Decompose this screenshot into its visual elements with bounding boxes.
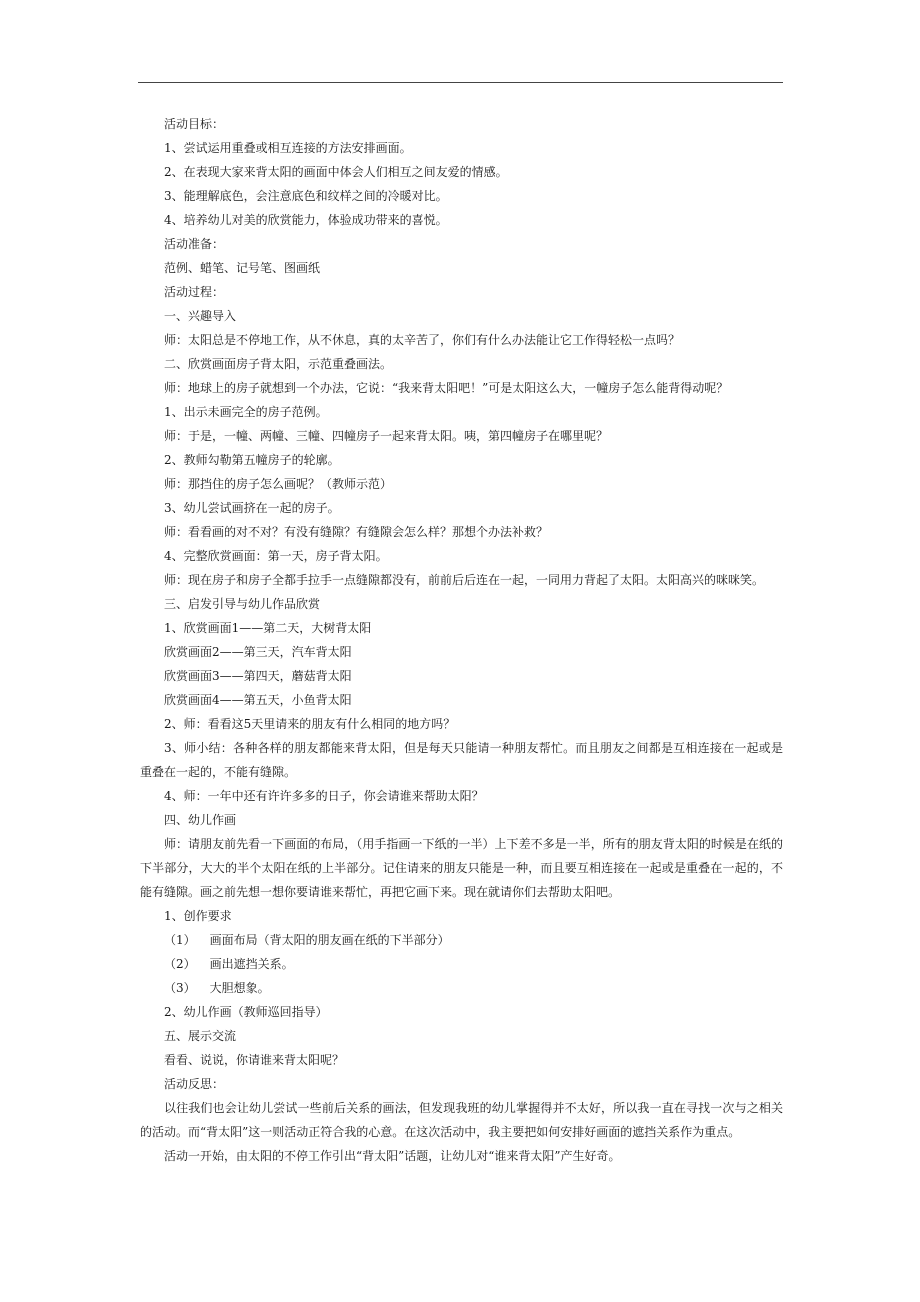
paragraph: 师：于是，一幢、两幢、三幢、四幢房子一起来背太阳。咦，第四幢房子在哪里呢？ (164, 429, 609, 443)
preparation-text: 范例、蜡笔、记号笔、图画纸 (164, 261, 321, 275)
paragraph: 师：太阳总是不停地工作，从不休息，真的太辛苦了，你们有什么办法能让它工作得轻松一点吗？ (164, 333, 681, 347)
step-item: 4、师：一年中还有许许多多的日子，你会请谁来帮助太阳？ (164, 789, 484, 803)
paragraph: 师：那挡住的房子怎么画呢？（教师示范） (164, 477, 393, 491)
requirement-text: 画面布局（背太阳的朋友画在纸的下半部分） (209, 933, 450, 947)
requirement-text: 大胆想象。 (209, 981, 270, 995)
header-rule (138, 82, 783, 83)
requirement-number: （2） (164, 957, 196, 971)
document-body (140, 112, 783, 1168)
step-item: 2、师：看看这5天里请来的朋友有什么相同的地方吗？ (164, 717, 456, 731)
step-item: 2、幼儿作画（教师巡回指导） (164, 1005, 328, 1019)
reflection-paragraph: 以往我们也会让幼儿尝试一些前后关系的画法，但发现我班的幼儿掌握得并不太好，所以我一直在寻找一次与之相关的活动。而“背太阳”这一则活动正符合我的心意。在这次活动中，我主要把如何安排好画面的遮挡关系作为重点。 (140, 1101, 783, 1139)
requirement-number: （1） (164, 933, 196, 947)
heading-reflection: 活动反思： (164, 1077, 225, 1091)
step-item: 1、创作要求 (164, 909, 232, 923)
heading-process: 活动过程： (164, 285, 225, 299)
heading-goals: 活动目标： (164, 117, 225, 131)
step-item: 欣赏画面2——第三天，汽车背太阳 (164, 645, 352, 659)
paragraph: 师：地球上的房子就想到一个办法，它说：“我来背太阳吧！”可是太阳这么大，一幢房子怎么能背得动呢？ (164, 381, 729, 395)
reflection-paragraph: 活动一开始，由太阳的不停工作引出“背太阳”话题，让幼儿对“谁来背太阳”产生好奇。 (164, 1149, 621, 1163)
section-heading: 三、启发引导与幼儿作品欣赏 (164, 597, 321, 611)
goal-item: 1、尝试运用重叠或相互连接的方法安排画面。 (164, 141, 412, 155)
step-item: 4、完整欣赏画面：第一天，房子背太阳。 (164, 549, 388, 563)
goal-item: 4、培养幼儿对美的欣赏能力，体验成功带来的喜悦。 (164, 213, 448, 227)
summary-paragraph: 3、师小结：各种各样的朋友都能来背太阳，但是每天只能请一种朋友帮忙。而且朋友之间都是互相连接在一起或是重叠在一起的，不能有缝隙。 (140, 741, 783, 779)
step-item: 2、教师勾勒第五幢房子的轮廓。 (164, 453, 340, 467)
requirement-item (140, 928, 783, 952)
paragraph: 看看、说说，你请谁来背太阳呢？ (164, 1053, 345, 1067)
step-item: 1、欣赏画面1——第二天，大树背太阳 (164, 621, 372, 635)
section-heading: 五、展示交流 (164, 1029, 237, 1043)
section-heading: 四、幼儿作画 (164, 813, 237, 827)
requirement-text: 画出遮挡关系。 (209, 957, 294, 971)
requirement-item (140, 976, 783, 1000)
heading-preparation: 活动准备： (164, 237, 225, 251)
section-heading: 一、兴趣导入 (164, 309, 237, 323)
goal-item: 3、能理解底色，会注意底色和纹样之间的冷暖对比。 (164, 189, 448, 203)
section-heading: 二、欣赏画面房子背太阳，示范重叠画法。 (164, 357, 393, 371)
requirement-item (140, 952, 783, 976)
requirement-number: （3） (164, 981, 196, 995)
step-item: 1、出示未画完全的房子范例。 (164, 405, 328, 419)
goal-item: 2、在表现大家来背太阳的画面中体会人们相互之间友爱的情感。 (164, 165, 508, 179)
step-item: 欣赏画面4——第五天，小鱼背太阳 (164, 693, 352, 707)
paragraph: 师：看看画的对不对？有没有缝隙？有缝隙会怎么样？那想个办法补救？ (164, 525, 549, 539)
instruction-paragraph: 师：请朋友前先看一下画面的布局，（用手指画一下纸的一半）上下差不多是一半，所有的朋友背太阳的时候是在纸的下半部分，大大的半个太阳在纸的上半部分。记住请来的朋友只能是一种，而且要互相连接在一起或是重叠在一起的，不能有缝隙。画之前先想一想你要请谁来帮忙，再把它画下来。现在就请你们去帮助太阳吧。 (140, 837, 783, 899)
step-item: 欣赏画面3——第四天，蘑菇背太阳 (164, 669, 352, 683)
step-item: 3、幼儿尝试画挤在一起的房子。 (164, 501, 340, 515)
paragraph: 师：现在房子和房子全都手拉手一点缝隙都没有，前前后后连在一起，一同用力背起了太阳。太阳高兴的咪咪笑。 (164, 573, 765, 587)
